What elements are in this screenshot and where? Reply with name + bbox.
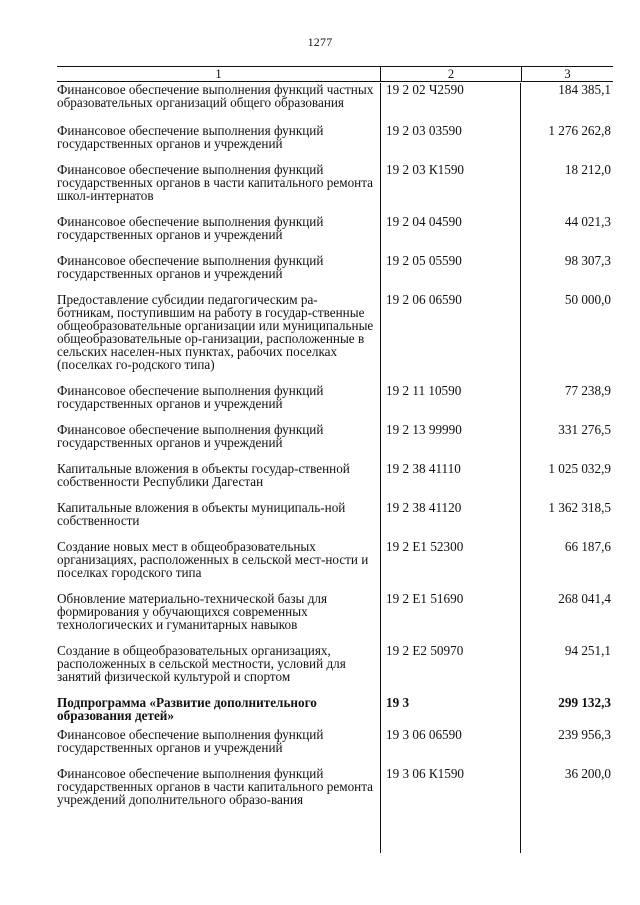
table-row — [57, 293, 613, 371]
row-code: 19 2 03 03590 — [386, 123, 462, 138]
table-row — [57, 163, 613, 202]
row-amount: 1 276 262,8 — [548, 123, 611, 138]
row-name: Финансовое обеспечение выполнения функций государственных органов в части капитального ремонта школ-интернатов — [57, 162, 374, 203]
table-row — [57, 462, 613, 488]
row-code: 19 2 02 Ч2590 — [386, 82, 464, 97]
row-name: Подпрограмма «Развитие дополнительного образования детей» — [57, 695, 317, 723]
row-amount: 66 187,6 — [564, 539, 611, 554]
row-amount: 98 307,3 — [564, 253, 611, 268]
row-code: 19 2 06 06590 — [386, 292, 462, 307]
table-row — [57, 124, 613, 150]
row-name: Финансовое обеспечение выполнения функций государственных органов и учреждений — [57, 383, 324, 411]
table-row — [57, 384, 613, 410]
row-code: 19 2 38 41120 — [386, 500, 462, 515]
row-amount: 44 021,3 — [564, 214, 611, 229]
row-name: Создание новых мест в общеобразовательных организациях, расположенных в сельской мест-ности и поселках городского типа — [57, 539, 369, 580]
row-name: Финансовое обеспечение выполнения функций государственных органов и учреждений — [57, 123, 324, 151]
column-header-2: 2 — [380, 67, 521, 81]
row-amount: 1 362 318,5 — [548, 500, 611, 515]
row-name: Предоставление субсидии педагогическим ра-ботникам, поступившим на работу в государ-ственные общеобразовательные организации или муниципальные общеобразовательные ор-ганизации, расположенные в сельских населен-ных пунктах, рабочих поселках (поселках го-родского типа) — [57, 292, 374, 372]
table-row — [57, 215, 613, 241]
row-name: Финансовое обеспечение выполнения функций государственных органов в части капитального ремонта учреждений дополнительного образо-вания — [57, 766, 374, 807]
row-name: Капитальные вложения в объекты государ-ственной собственности Республики Дагестан — [57, 461, 350, 489]
row-amount: 94 251,1 — [564, 643, 611, 658]
row-name: Финансовое обеспечение выполнения функций частных образовательных организаций общего образования — [57, 82, 374, 110]
row-name: Создание в общеобразовательных организациях, расположенных в сельской местности, условий для занятий физической культурой и спортом — [57, 643, 346, 684]
row-amount: 239 956,3 — [558, 727, 611, 742]
row-code: 19 3 06 К1590 — [386, 766, 465, 781]
column-header-3: 3 — [521, 67, 613, 81]
table-row — [57, 501, 613, 527]
table-row — [57, 644, 613, 683]
row-name: Финансовое обеспечение выполнения функций государственных органов и учреждений — [57, 727, 324, 755]
row-code: 19 3 06 06590 — [386, 727, 462, 742]
table-row — [57, 540, 613, 579]
row-name: Финансовое обеспечение выполнения функций государственных органов и учреждений — [57, 214, 324, 242]
row-name: Капитальные вложения в объекты муниципаль-ной собственности — [57, 500, 346, 528]
table-body — [57, 83, 613, 806]
column-header-1: 1 — [215, 67, 222, 81]
row-amount: 1 025 032,9 — [548, 461, 611, 476]
row-code: 19 2 03 К1590 — [386, 162, 465, 177]
row-code: 19 2 Е1 51690 — [386, 591, 464, 606]
table-header — [57, 66, 613, 82]
row-amount: 184 385,1 — [558, 82, 611, 97]
budget-table — [57, 66, 613, 819]
row-code: 19 2 Е1 52300 — [386, 539, 464, 554]
row-code: 19 2 Е2 50970 — [386, 643, 464, 658]
row-name: Обновление материально-технической базы для формирования у обучающихся современных технологических и гуманитарных навыков — [57, 591, 328, 632]
row-amount: 77 238,9 — [564, 383, 611, 398]
page-number: 1277 — [307, 35, 333, 49]
row-name: Финансовое обеспечение выполнения функций государственных органов и учреждений — [57, 253, 324, 281]
row-amount: 36 200,0 — [564, 766, 611, 781]
column-divider — [520, 83, 521, 853]
table-row — [57, 423, 613, 449]
row-amount: 18 212,0 — [564, 162, 611, 177]
table-row — [57, 767, 613, 806]
row-code: 19 3 — [386, 695, 410, 710]
row-code: 19 2 04 04590 — [386, 214, 462, 229]
row-amount: 331 276,5 — [558, 422, 611, 437]
table-row — [57, 592, 613, 631]
table-row — [57, 254, 613, 280]
row-amount: 299 132,3 — [558, 695, 611, 710]
table-row — [57, 83, 613, 109]
row-amount: 268 041,4 — [558, 591, 611, 606]
table-row — [57, 728, 613, 754]
row-code: 19 2 38 41110 — [386, 461, 461, 476]
row-amount: 50 000,0 — [564, 292, 611, 307]
row-code: 19 2 11 10590 — [386, 383, 462, 398]
table-row — [57, 696, 613, 722]
row-name: Финансовое обеспечение выполнения функций государственных органов и учреждений — [57, 422, 324, 450]
row-code: 19 2 05 05590 — [386, 253, 462, 268]
row-code: 19 2 13 99990 — [386, 422, 462, 437]
column-divider — [380, 83, 381, 853]
